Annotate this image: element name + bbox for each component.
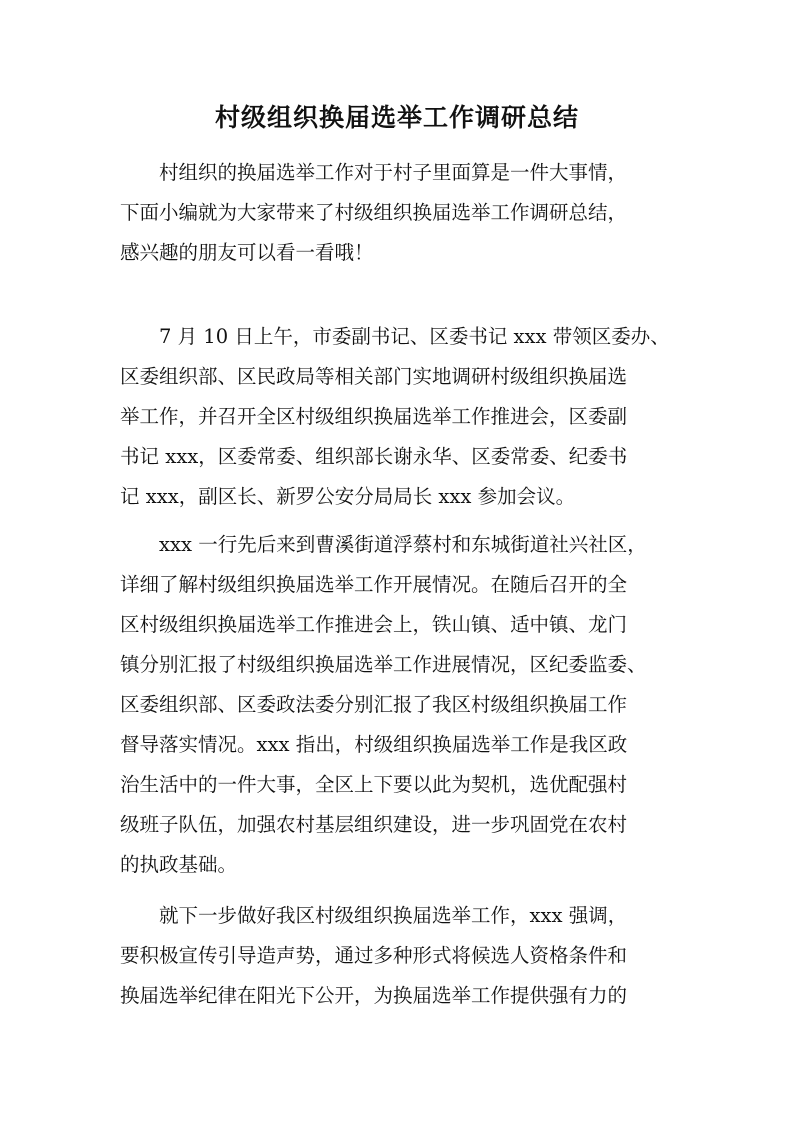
body-paragraph-1 xyxy=(120,317,675,517)
paragraph-line: 书记 xxx，区委常委、组织部长谢永华、区委常委、纪委书 xyxy=(120,445,628,468)
paragraph-line: 的执政基础。 xyxy=(120,853,238,876)
body-paragraph-2 xyxy=(120,525,675,885)
paragraph-line: 记 xxx，副区长、新罗公安分局局长 xxx 参加会议。 xyxy=(120,485,576,508)
paragraph-line: 就下一步做好我区村级组织换届选举工作，xxx 强调， xyxy=(159,904,628,927)
paragraph-line: 镇分别汇报了村级组织换届选举工作进展情况，区纪委监委、 xyxy=(120,653,647,676)
paragraph-line: 要积极宣传引导造声势，通过多种形式将候选人资格条件和 xyxy=(120,944,628,967)
document-title: 村级组织换届选举工作调研总结 xyxy=(214,103,579,132)
paragraph-line: 详细了解村级组织换届选举工作开展情况。在随后召开的全 xyxy=(120,573,628,596)
paragraph-line: 下面小编就为大家带来了村级组织换届选举工作调研总结， xyxy=(120,201,628,224)
paragraph-line: 村组织的换届选举工作对于村子里面算是一件大事情， xyxy=(159,161,628,184)
paragraph-line: 督导落实情况。xxx 指出，村级组织换届选举工作是我区政 xyxy=(120,733,628,756)
paragraph-line: xxx 一行先后来到曹溪街道浮蔡村和东城街道社兴社区， xyxy=(159,533,647,556)
paragraph-line: 举工作，并召开全区村级组织换届选举工作推进会，区委副 xyxy=(120,405,628,428)
paragraph-line: 区委组织部、区委政法委分别汇报了我区村级组织换届工作 xyxy=(120,693,628,716)
paragraph-line: 7 月 10 日上午，市委副书记、区委书记 xxx 带领区委办、 xyxy=(159,325,670,348)
paragraph-line: 区委组织部、区民政局等相关部门实地调研村级组织换届选 xyxy=(120,365,628,388)
body-paragraph-3 xyxy=(120,896,675,1016)
paragraph-line: 区村级组织换届选举工作推进会上，铁山镇、适中镇、龙门 xyxy=(120,613,628,636)
paragraph-line: 级班子队伍，加强农村基层组织建设，进一步巩固党在农村 xyxy=(120,813,628,836)
intro-paragraph xyxy=(120,153,675,273)
paragraph-line: 感兴趣的朋友可以看一看哦！ xyxy=(120,241,374,264)
paragraph-line: 换届选举纪律在阳光下公开，为换届选举工作提供强有力的 xyxy=(120,984,628,1007)
paragraph-line: 治生活中的一件大事，全区上下要以此为契机，选优配强村 xyxy=(120,773,628,796)
